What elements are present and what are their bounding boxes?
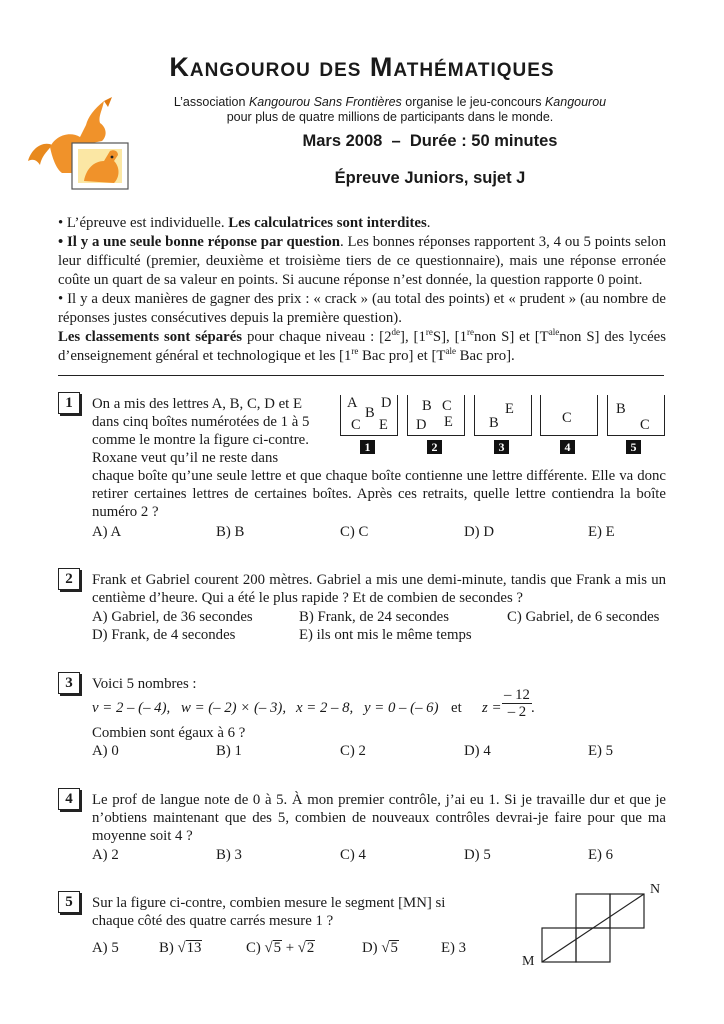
box-4: C	[540, 395, 598, 436]
rule-scoring: • Il y a une seule bonne réponse par question. Les bonnes réponses rapportent 3, 4 ou 5 points selon leur difficulté (premier, deuxième et troisième tiers de ce questionnaire), mais une réponse erronée coûte un quart de sa valeur en points. Si aucune réponse n’est donnée, la question rapporte 0 point.	[58, 234, 666, 288]
answer-4-d: D) 5	[464, 847, 491, 863]
answer-2-c: C) Gabriel, de 6 secondes	[507, 609, 660, 625]
box-2: B C D E	[407, 395, 465, 436]
answer-4-c: C) 4	[340, 847, 366, 863]
answer-1-a: A) A	[92, 524, 122, 540]
box-5: B C	[607, 395, 665, 436]
answer-4-a: A) 2	[92, 847, 119, 863]
answer-3-c: C) 2	[340, 743, 366, 759]
answer-4-b: B) 3	[216, 847, 242, 863]
answer-2-d: D) Frank, de 4 secondes	[92, 627, 236, 643]
question-number-1: 1	[58, 392, 80, 414]
answer-3-a: A) 0	[92, 743, 119, 759]
expression-x: x = 2 – 8,	[296, 700, 354, 716]
answer-4-e: E) 6	[588, 847, 614, 863]
question-number-2: 2	[58, 568, 80, 590]
question-1-text-start: On a mis des lettres A, B, C, D et E dans cinq boîtes numérotées de 1 à 5 comme le montre la figure ci-contre. Roxane veut qu’il ne reste dans	[92, 396, 310, 466]
question-2-text: Frank et Gabriel courent 200 mètres. Gabriel a mis une demi-minute, tandis que Frank a mis un centième d’heure. Qui a été le plus rapide ? Et de combien de secondes ?	[92, 572, 666, 606]
page-title: Kangourou des Mathématiques	[169, 52, 555, 82]
expression-v: v = 2 – (– 4),	[92, 700, 171, 716]
question-number-4: 4	[58, 788, 80, 810]
rule-rankings: Les classements sont séparés pour chaque niveau : [2de], [1reS], [1renon S] et [$T^{ale}non$ S] des lycées d’enseignement général et technologique et les [1re Bac pro] et [$T^{ale}$ Bac pro].	[58, 327, 666, 364]
answer-5-d: D) √5	[362, 940, 398, 956]
exam-date: Mars 2008 – Durée : 50 minutes	[302, 132, 558, 150]
rules-section	[58, 214, 666, 366]
answer-3-b: B) 1	[216, 743, 242, 759]
expression-y: y = 0 – (– 6)	[364, 700, 439, 716]
question-4-text: Le prof de langue note de 0 à 5. À mon premier contrôle, j’ai eu 1. Si je travaille dur et que je n’obtiens maintenant que des 5, combien de nouveaux contrôles devrai-je faire pour que ma moyenne soit 4 ?	[92, 792, 666, 844]
label-n: N	[650, 882, 661, 897]
rule-prizes: • Il y a deux manières de gagner des prix : « crack » (au total des points) et « prudent » (au nombre de réponses justes consécutives depuis la première question).	[58, 291, 666, 326]
question-number-3: 3	[58, 672, 80, 694]
box-2-label: 2	[427, 440, 442, 454]
expression-w: w = (– 2) × (– 3),	[181, 700, 287, 716]
box-1-label: 1	[360, 440, 375, 454]
answer-5-a: A) 5	[92, 940, 119, 956]
question-5-text: Sur la figure ci-contre, combien mesure le segment [MN] si chaque côté des quatre carrés mesure 1 ?	[92, 895, 446, 929]
box-1: A D B C E	[340, 395, 398, 436]
answer-3-d: D) 4	[464, 743, 491, 759]
answer-2-a: A) Gabriel, de 36 secondes	[92, 609, 253, 625]
answer-2-b: B) Frank, de 24 secondes	[299, 609, 449, 625]
association-line-2: pour plus de quatre millions de participants dans le monde.	[226, 110, 554, 124]
answer-3-e: E) 5	[588, 743, 614, 759]
answer-5-c: C) √5 + √2	[246, 940, 315, 956]
answer-2-e: E) ils ont mis le même temps	[299, 627, 472, 643]
square-top	[610, 894, 644, 928]
squares-figure	[520, 880, 670, 975]
box-5-label: 5	[626, 440, 641, 454]
box-4-label: 4	[560, 440, 575, 454]
question-1-text-rest: chaque boîte qu’une seule lettre et que chaque boîte contienne une lettre différente. Elle va donc retirer certaines lettres de certaines boîtes. Après ces retraits, quelle lettre contiendra la boîte numéro 2 ?	[92, 468, 666, 520]
question-number-5: 5	[58, 891, 80, 913]
answer-1-b: B) B	[216, 524, 245, 540]
expression-et: et	[451, 700, 462, 716]
label-m: M	[522, 954, 535, 969]
expression-z: z =	[482, 700, 502, 716]
box-3-label: 3	[494, 440, 509, 454]
exam-subject: Épreuve Juniors, sujet J	[334, 169, 526, 187]
fraction-end: .	[531, 700, 535, 716]
answer-1-d: D) D	[464, 524, 494, 540]
answer-5-e: E) 3	[441, 940, 467, 956]
boxes-figure	[340, 395, 666, 457]
squares-diagram	[520, 880, 670, 975]
fraction-z: $\frac{- 12}{- 2}$	[504, 687, 530, 720]
rule-individual: • L’épreuve est individuelle. Les calculatrices sont interdites.	[58, 215, 431, 231]
answer-1-e: E) E	[588, 524, 615, 540]
square-middle-left	[576, 928, 610, 962]
answer-5-b: B) √13	[159, 940, 202, 956]
square-middle-right	[576, 894, 610, 928]
box-3: E B	[474, 395, 532, 436]
square-bottom	[542, 928, 576, 962]
question-3-text: Combien sont égaux à 6 ?	[92, 725, 246, 741]
section-divider	[58, 375, 664, 376]
answer-1-c: C) C	[340, 524, 369, 540]
question-3-intro: Voici 5 nombres :	[92, 676, 197, 692]
association-line-1: L’association Kangourou Sans Frontières organise le jeu-concours Kangourou	[173, 95, 607, 109]
